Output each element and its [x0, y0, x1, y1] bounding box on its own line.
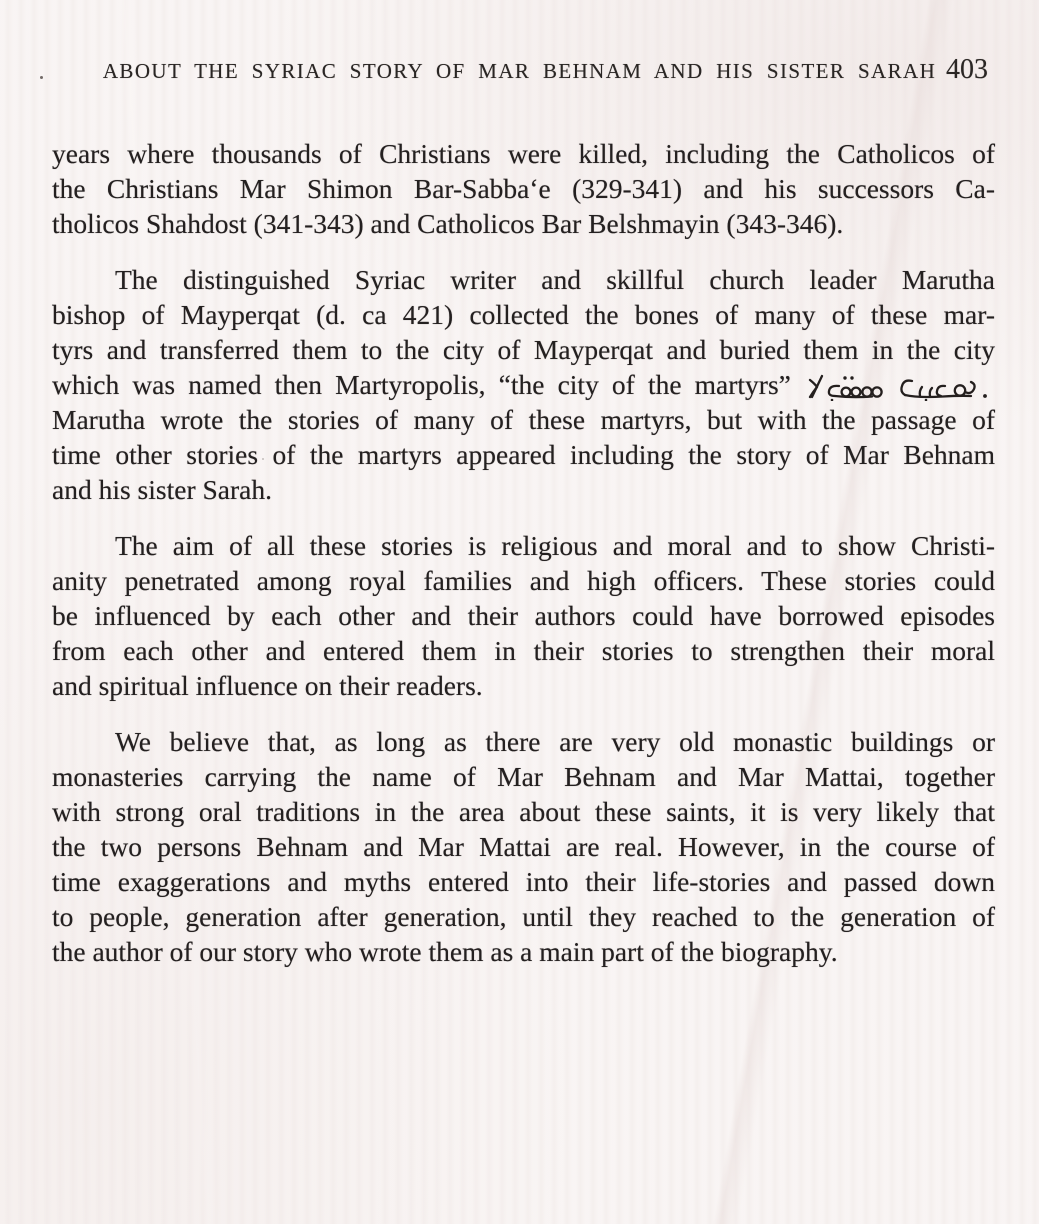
paragraph-4: [52, 724, 995, 969]
body-line: anity penetrated among royal families and high officers. These stories could: [52, 565, 995, 596]
paragraph-3: [52, 528, 995, 703]
body-line-with-syriac: [52, 367, 995, 402]
body-line: time other stories of the martyrs appeared including the story of Mar Behnam: [52, 439, 995, 470]
body-line: to people, generation after generation, until they reached to the generation of: [52, 901, 995, 932]
body-line: and spiritual influence on their readers.: [52, 670, 483, 701]
body-line: years where thousands of Christians were killed, including the Catholicos of: [52, 138, 995, 169]
page-number: 403: [946, 54, 988, 85]
paragraph-1: [52, 136, 995, 241]
body-line: tyrs and transferred them to the city of Mayperqat and buried them in the city: [52, 334, 995, 365]
body-line: and his sister Sarah.: [52, 474, 272, 505]
body-line: We believe that, as long as there are very old monastic buildings or: [115, 726, 995, 757]
running-header-title: ABOUT THE SYRIAC STORY OF MAR BEHNAM AND HIS SISTER SARAH: [102, 59, 937, 83]
scan-speck: [40, 76, 43, 79]
body-line: with strong oral traditions in the area about these saints, it is very likely that: [52, 796, 995, 827]
body-line: the author of our story who wrote them as a main part of the biography.: [52, 936, 838, 967]
body-line: monasteries carrying the name of Mar Behnam and Mar Mattai, together: [52, 761, 995, 792]
body-line: be influenced by each other and their authors could have borrowed episodes: [52, 600, 995, 631]
page-body-text: [52, 136, 995, 969]
body-line: time exaggerations and myths entered into their life-stories and passed down: [52, 866, 995, 897]
syriac-phrase-glyphs: [808, 371, 995, 401]
paragraph-2: [52, 262, 995, 507]
body-line: the Christians Mar Shimon Bar-Sabba‘e (329-341) and his successors Ca-: [52, 173, 995, 204]
body-line-text: which was named then Martyropolis, “the city of the martyrs”: [52, 369, 791, 400]
body-line: The distinguished Syriac writer and skillful church leader Marutha: [115, 264, 995, 295]
body-line: from each other and entered them in their stories to strengthen their moral: [52, 635, 995, 666]
body-line: Marutha wrote the stories of many of these martyrs, but with the passage of: [52, 404, 995, 435]
body-line: bishop of Mayperqat (d. ca 421) collected the bones of many of these mar-: [52, 299, 995, 330]
body-line: tholicos Shahdost (341-343) and Catholicos Bar Belshmayin (343-346).: [52, 208, 844, 239]
body-line: The aim of all these stories is religious and moral and to show Christi-: [115, 530, 995, 561]
body-line: the two persons Behnam and Mar Mattai are real. However, in the course of: [52, 831, 995, 862]
